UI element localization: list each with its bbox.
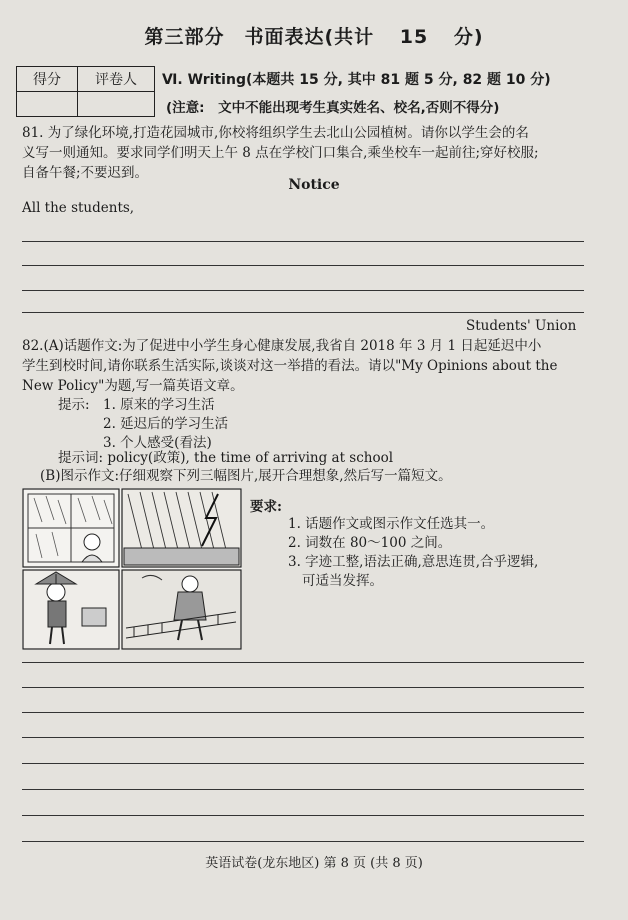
q82b-prompt: (B)图示作文:仔细观察下列三幅图片,展开合理想象,然后写一篇短文。 xyxy=(40,468,452,484)
writing-line[interactable] xyxy=(22,841,584,842)
writing-line[interactable] xyxy=(22,815,584,816)
grader-header: 评卷人 xyxy=(78,67,155,92)
score-header: 得分 xyxy=(17,67,78,92)
notice-title: Notice xyxy=(288,177,340,193)
q82a-prompt-line: 82.(A)话题作文:为了促进中小学生身心健康发展,我省自 2018 年 3 月 1 日起延迟中小 xyxy=(22,338,542,354)
requirement-item: 2. 词数在 80～100 之间。 xyxy=(288,535,452,551)
writing-line[interactable] xyxy=(22,789,584,790)
writing-line[interactable] xyxy=(22,265,584,266)
q81-prompt-line: 义写一则通知。要求同学们明天上午 8 点在学校门口集合,乘坐校车一起前往;穿好校服; xyxy=(22,145,539,161)
q82a-prompt xyxy=(22,336,590,396)
writing-line[interactable] xyxy=(22,737,584,738)
writing-line[interactable] xyxy=(22,763,584,764)
writing-line[interactable] xyxy=(22,687,584,688)
requirement-item: 3. 字迹工整,语法正确,意思连贯,合乎逻辑, xyxy=(288,554,539,570)
notice-greeting: All the students, xyxy=(22,200,135,216)
cartoon-panels xyxy=(22,488,242,650)
q81-prompt-line: 81. 为了绿化环境,打造花园城市,你校将组织学生去北山公园植树。请你以学生会的名 xyxy=(22,125,529,141)
score-table xyxy=(16,66,155,117)
q82a-prompt-line: 学生到校时间,请你联系生活实际,谈谈对这一举措的看法。请以"My Opinions about the xyxy=(22,358,558,374)
writing-line[interactable] xyxy=(22,712,584,713)
requirement-item: 可适当发挥。 xyxy=(302,573,383,589)
score-cell[interactable] xyxy=(17,92,78,117)
tip-item: 2. 延迟后的学习生活 xyxy=(103,416,229,432)
tips-list xyxy=(103,396,228,453)
section-note: (注意: 文中不能出现考生真实姓名、校名,否则不得分) xyxy=(166,100,500,116)
section-heading: Ⅵ. Writing(本题共 15 分, 其中 81 题 5 分, 82 题 10 分) xyxy=(162,72,551,88)
tip-item: 1. 原来的学习生活 xyxy=(103,397,215,413)
grader-cell[interactable] xyxy=(78,92,155,117)
requirements-list xyxy=(288,515,538,591)
requirement-item: 1. 话题作文或图示作文任选其一。 xyxy=(288,516,495,532)
page-title: 第三部分 书面表达(共计 15 分) xyxy=(144,26,484,48)
q82a-prompt-line: New Policy"为题,写一篇英语文章。 xyxy=(22,378,244,394)
writing-line[interactable] xyxy=(22,662,584,663)
requirements-label: 要求: xyxy=(250,499,282,515)
q81-prompt-line: 自备午餐;不要迟到。 xyxy=(22,165,149,181)
tips-label: 提示: xyxy=(58,397,90,413)
page-footer: 英语试卷(龙东地区) 第 8 页 (共 8 页) xyxy=(205,856,423,871)
writing-line[interactable] xyxy=(22,312,584,313)
tip-item: 3. 个人感受(看法) xyxy=(103,435,212,451)
notice-signature: Students' Union xyxy=(466,318,577,334)
writing-line[interactable] xyxy=(22,241,584,242)
q81-prompt xyxy=(22,123,590,183)
writing-line[interactable] xyxy=(22,290,584,291)
hint-words: 提示词: policy(政策), the time of arriving at school xyxy=(58,450,394,466)
cartoon-illustration xyxy=(22,488,242,650)
